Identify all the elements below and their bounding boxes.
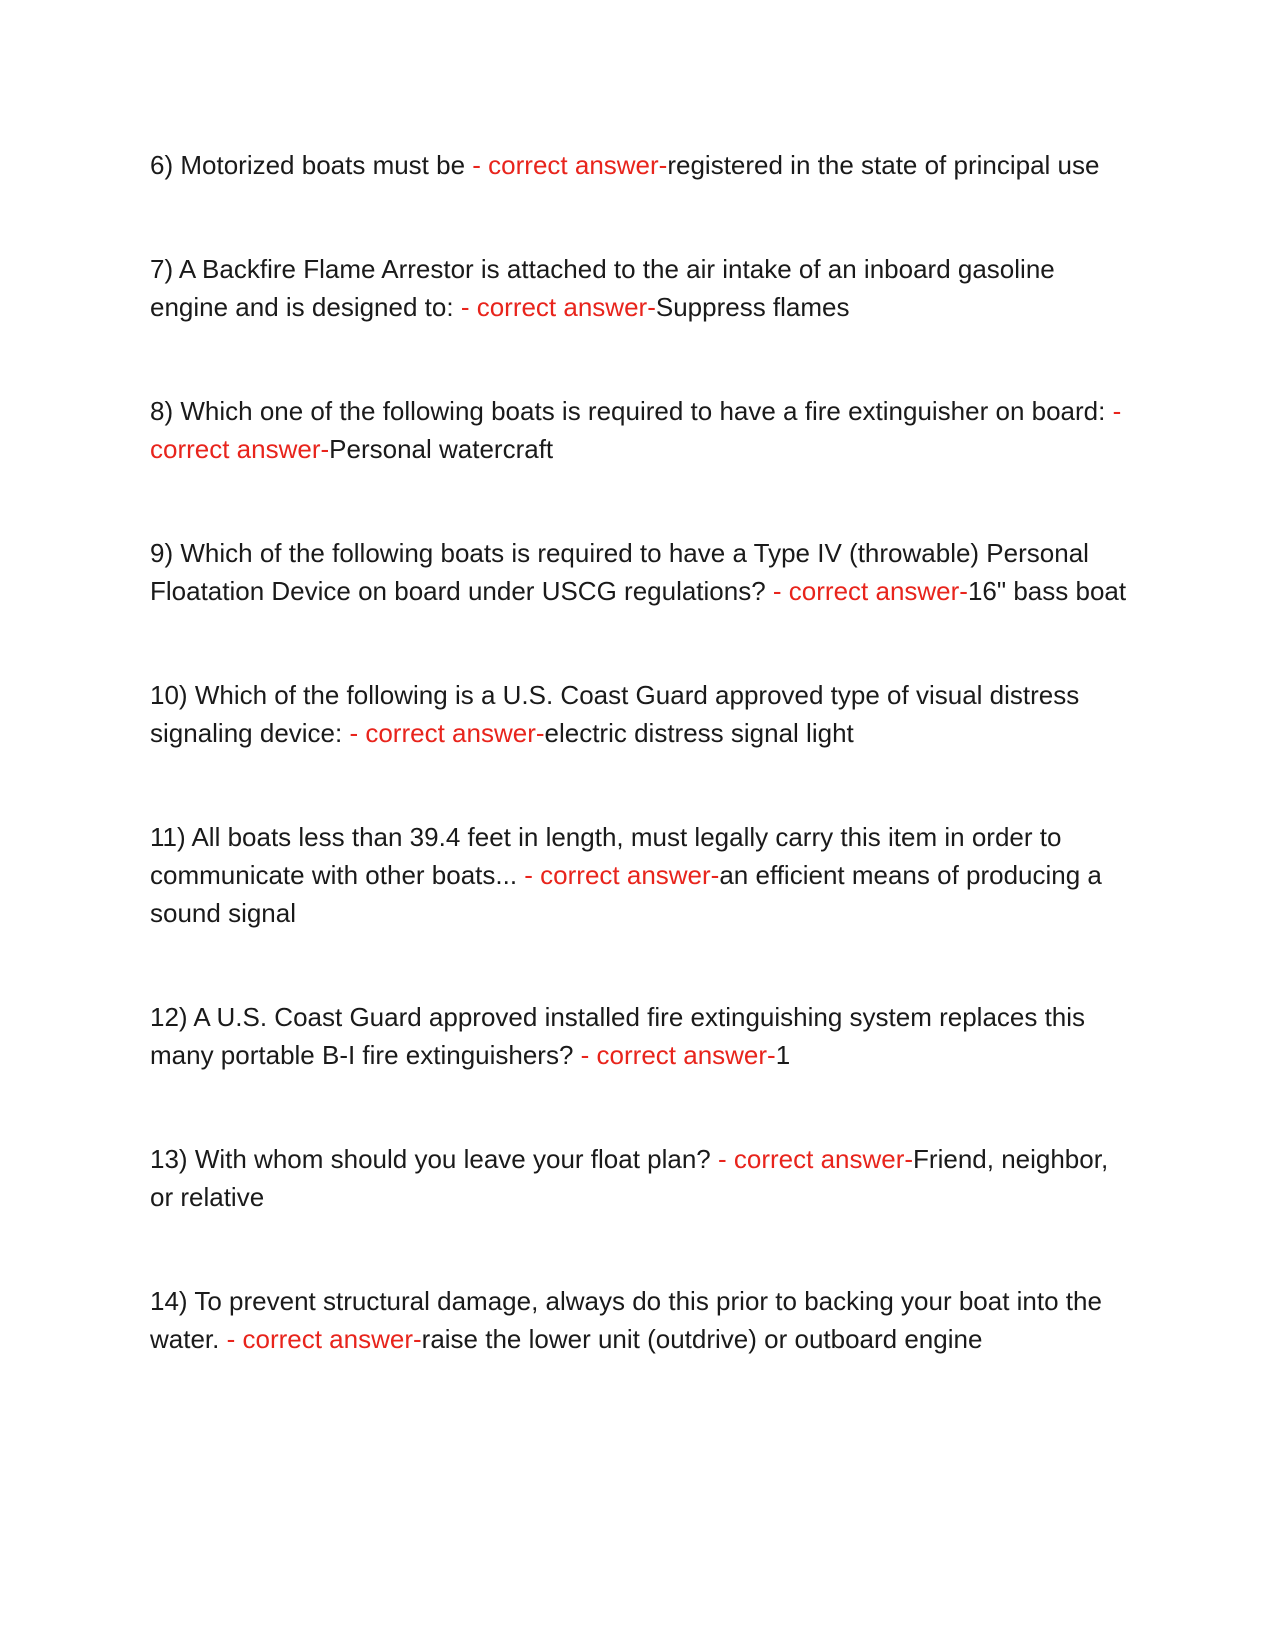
question-text: A Backfire Flame Arrestor is attached to the air intake of an inboard gasoline engine and is designed to: — [150, 254, 1055, 322]
question-number: 11) — [150, 822, 186, 852]
question-number: 7) — [150, 254, 174, 284]
qa-item — [150, 1140, 1135, 1216]
qa-item — [150, 534, 1135, 610]
question-number: 12) — [150, 1002, 188, 1032]
question-text: Which of the following is a U.S. Coast Guard approved type of visual distress signaling device: — [150, 680, 1080, 748]
correct-answer-marker: - correct answer- — [524, 860, 720, 890]
qa-item — [150, 250, 1135, 326]
qa-item — [150, 392, 1135, 468]
qa-item — [150, 998, 1135, 1074]
question-text: Which one of the following boats is required to have a fire extinguisher on board: — [180, 396, 1106, 426]
question-answer-list — [150, 146, 1135, 1424]
question-text: To prevent structural damage, always do this prior to backing your boat into the water. — [150, 1286, 1102, 1354]
question-number: 6) — [150, 150, 174, 180]
correct-answer-marker: - correct answer- — [150, 396, 1122, 464]
correct-answer-marker: - correct answer- — [460, 292, 656, 322]
qa-item — [150, 818, 1135, 932]
correct-answer-marker: - correct answer- — [226, 1324, 422, 1354]
qa-item — [150, 676, 1135, 752]
qa-item — [150, 146, 1135, 184]
answer-text: registered in the state of principal use — [667, 150, 1100, 180]
question-number: 13) — [150, 1144, 188, 1174]
question-text: All boats less than 39.4 feet in length, must legally carry this item in order to communicate with other boats... — [150, 822, 1062, 890]
question-number: 9) — [150, 538, 174, 568]
correct-answer-marker: - correct answer- — [472, 150, 668, 180]
question-text: Motorized boats must be — [180, 150, 466, 180]
qa-item — [150, 1282, 1135, 1358]
question-text: A U.S. Coast Guard approved installed fire extinguishing system replaces this many portable B-I fire extinguishers? — [150, 1002, 1086, 1070]
question-number: 8) — [150, 396, 174, 426]
answer-text: Personal watercraft — [329, 434, 554, 464]
correct-answer-marker: - correct answer- — [772, 576, 968, 606]
answer-text: an efficient means of producing a sound signal — [150, 860, 1102, 928]
question-text: With whom should you leave your float plan? — [194, 1144, 711, 1174]
answer-text: 1 — [775, 1040, 791, 1070]
answer-text: Suppress flames — [655, 292, 850, 322]
answer-text: raise the lower unit (outdrive) or outboard engine — [421, 1324, 983, 1354]
question-number: 10) — [150, 680, 188, 710]
correct-answer-marker: - correct answer- — [349, 718, 545, 748]
answer-text: electric distress signal light — [544, 718, 854, 748]
answer-text: 16" bass boat — [967, 576, 1127, 606]
question-number: 14) — [150, 1286, 188, 1316]
correct-answer-marker: - correct answer- — [580, 1040, 776, 1070]
question-text: Which of the following boats is required to have a Type IV (throwable) Personal Floatation Device on board under USCG regulations? — [150, 538, 1089, 606]
answer-text: Friend, neighbor, or relative — [150, 1144, 1109, 1212]
correct-answer-marker: - correct answer- — [718, 1144, 914, 1174]
